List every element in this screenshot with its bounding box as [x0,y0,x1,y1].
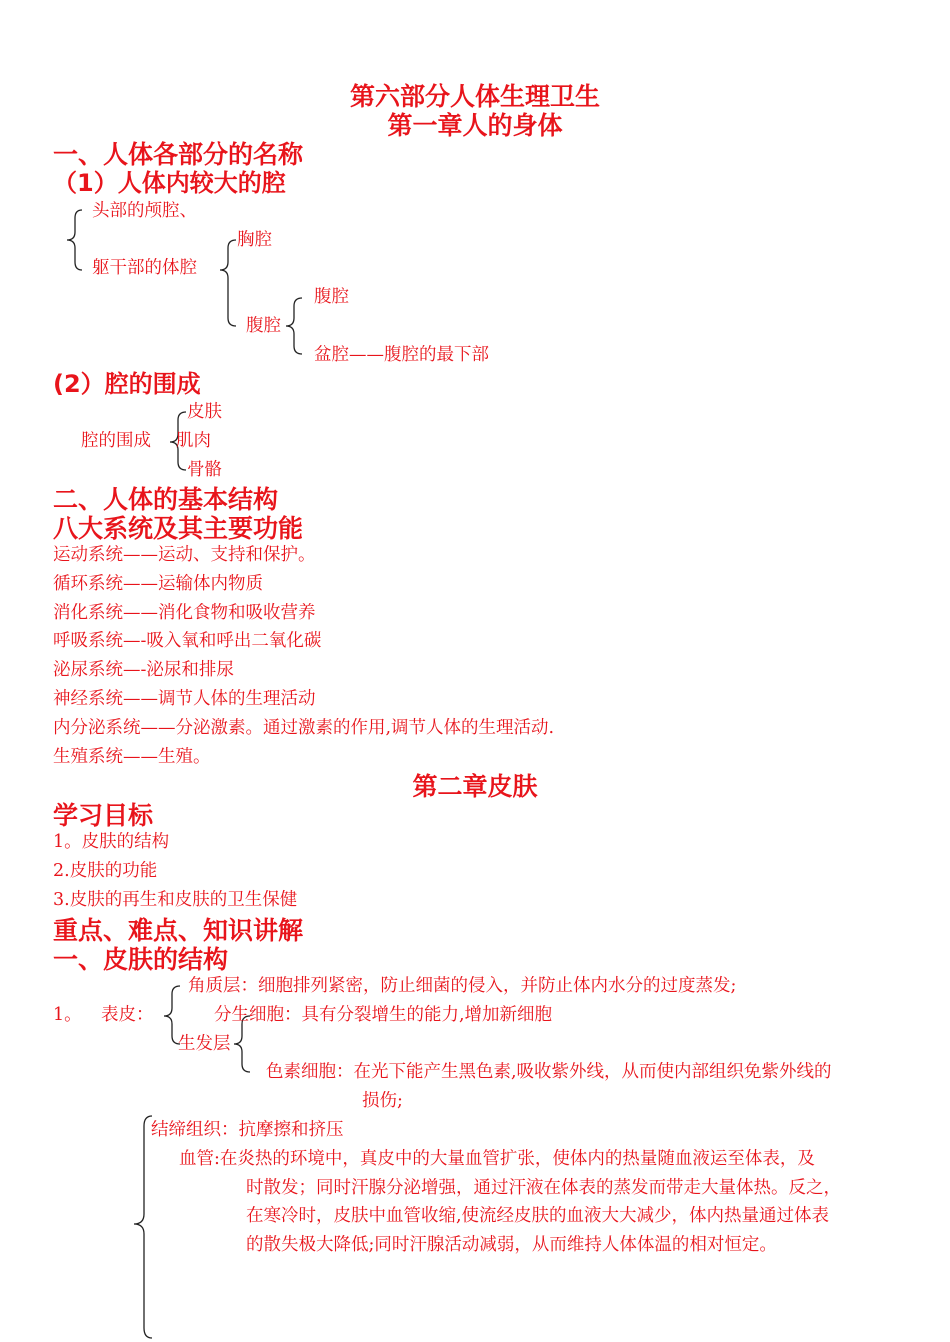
epidermis-germinal: 生发层 [178,1034,231,1054]
sub-heading-cavities: （1）人体内较大的腔 [53,169,286,197]
dermis-vessel-cont: 时散发；同时汗腺分泌增强，通过汗液在体表的蒸发而带走大量体热。反之， [246,1178,841,1198]
system-line: 运动系统——运动、支持和保护。 [53,545,316,565]
dermis-connective: 结缔组织：抗摩擦和挤压 [151,1120,344,1140]
page-title: 第六部分人体生理卫生 [349,82,600,111]
system-line: 消化系统——消化食物和吸收营养 [53,603,316,623]
cavity-pelvis: 盆腔——腹腔的最下部 [314,345,489,365]
chapter-2-title: 第二章皮肤 [412,772,538,801]
epidermis-cornified: 角质层：细胞排列紧密，防止细菌的侵入，并防止体内水分的过度蒸发; [188,976,737,996]
wall-label: 腔的围成 [81,431,151,451]
goal-item: 2.皮肤的功能 [53,861,158,881]
system-line: 内分泌系统——分泌激素。通过激素的作用,调节人体的生理活动. [53,718,555,738]
goal-item: 1。皮肤的结构 [53,832,170,852]
cavity-chest: 胸腔 [237,230,272,250]
epidermis-label: 表皮： [101,1005,154,1025]
chapter-1-title: 第一章人的身体 [387,111,563,140]
system-line: 循环系统——运输体内物质 [53,574,263,594]
cavity-head: 头部的颅腔、 [92,201,197,221]
system-line: 泌尿系统—-泌尿和排尿 [53,660,234,680]
wall-item-skin: 皮肤 [187,402,222,422]
sub-heading-wall: (2）腔的围成 [53,370,201,398]
skin-structure-heading: 一、皮肤的结构 [53,945,229,974]
cavity-trunk: 躯干部的体腔 [92,258,197,278]
epidermis-number: 1。 [53,1005,82,1025]
dermis-vessel-cont: 的散失极大降低;同时汗腺活动减弱，从而维持人体体温的相对恒定。 [246,1235,777,1255]
dermis-vessel: 血管:在炎热的环境中，真皮中的大量血管扩张，使体内的热量随血液运至体表，及 [179,1149,815,1169]
goals-heading: 学习目标 [53,801,154,830]
system-line: 生殖系统——生殖。 [53,747,211,767]
goal-item: 3.皮肤的再生和皮肤的卫生保健 [53,890,298,910]
systems-heading: 八大系统及其主要功能 [53,514,304,543]
epidermis-pigment: 色素细胞：在光下能产生黑色素,吸收紫外线，从而使内部组织免紫外线的 [266,1062,832,1082]
dermis-vessel-cont: 在寒冷时，皮肤中血管收缩,使流经皮肤的血液大大减少，体内热量通过体表 [246,1206,830,1226]
wall-item-bone: 骨骼 [187,460,222,480]
section-structure-heading: 二、人体的基本结构 [53,485,279,514]
wall-item-muscle: 肌肉 [176,431,211,451]
system-line: 呼吸系统—-吸入氧和呼出二氧化碳 [53,631,322,651]
epidermis-dividing: 分生细胞：具有分裂增生的能力,增加新细胞 [214,1005,553,1025]
cavity-abdomen: 腹腔 [314,287,349,307]
system-line: 神经系统——调节人体的生理活动 [53,689,316,709]
section-names-heading: 一、人体各部分的名称 [53,140,304,169]
cavity-abdominal: 腹腔 [246,316,281,336]
epidermis-pigment-cont: 损伤; [362,1091,403,1111]
key-points-heading: 重点、难点、知识讲解 [53,916,304,945]
